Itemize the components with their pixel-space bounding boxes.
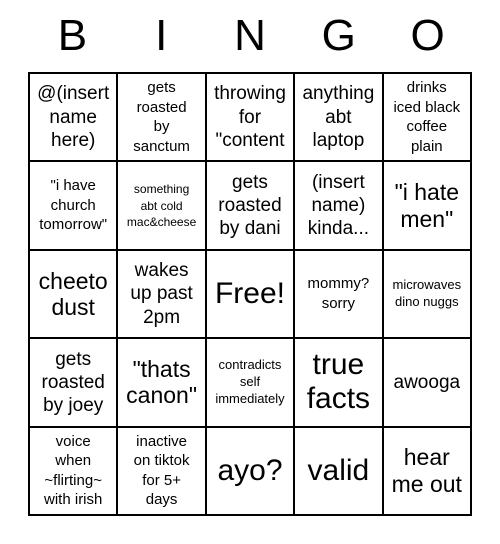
bingo-cell-r4-c2[interactable] [207, 428, 295, 516]
bingo-cell-text: ayo? [217, 453, 283, 487]
bingo-cell-r4-c0[interactable] [30, 428, 118, 516]
bingo-cell-text: gets roasted by dani [218, 171, 282, 240]
bingo-cell-text: @(insert name here) [37, 83, 110, 151]
bingo-cell-r3-c2[interactable] [207, 339, 295, 427]
bingo-cell-r1-c4[interactable] [384, 162, 472, 250]
bingo-cell-text: drinks iced black coffee plain [393, 79, 461, 155]
bingo-cell-r1-c0[interactable] [30, 162, 118, 250]
bingo-cell-text: Free! [214, 276, 285, 310]
bingo-cell-r2-c0[interactable] [30, 251, 118, 339]
header-letter-b: B [57, 11, 88, 60]
bingo-cell-r2-c3[interactable] [295, 251, 383, 339]
bingo-cell-r4-c3[interactable] [295, 428, 383, 516]
bingo-cell-r4-c1[interactable] [118, 428, 206, 516]
bingo-cell-text: "i hate men" [394, 179, 460, 232]
bingo-cell-r1-c2[interactable] [207, 162, 295, 250]
bingo-cell-text: hear me out [391, 444, 462, 497]
bingo-cell-text: mommy? sorry [307, 275, 370, 312]
header-letter-o: O [410, 11, 445, 60]
bingo-cell-text: microwaves dino nuggs [392, 277, 462, 309]
bingo-cell-r3-c3[interactable] [295, 339, 383, 427]
bingo-cell-r0-c4[interactable] [384, 74, 472, 162]
bingo-cell-text: "i have church tomorrow" [39, 177, 108, 234]
bingo-cell-r3-c1[interactable] [118, 339, 206, 427]
header-letter-g: G [321, 11, 356, 60]
bingo-cell-r2-c1[interactable] [118, 251, 206, 339]
bingo-cell-text: gets roasted by sanctum [133, 79, 190, 155]
bingo-cell-r2-c2-free[interactable] [207, 251, 295, 339]
bingo-cell-text: throwing for "content [214, 83, 286, 151]
bingo-cell-text: wakes up past 2pm [130, 260, 193, 328]
bingo-cell-text: "thats canon" [126, 355, 198, 409]
bingo-cell-text: voice when ~flirting~ with irish [44, 432, 103, 509]
bingo-cell-r1-c3[interactable] [295, 162, 383, 250]
bingo-cell-r1-c1[interactable] [118, 162, 206, 250]
bingo-cell-r2-c4[interactable] [384, 251, 472, 339]
bingo-cell-text: (insert name) kinda... [307, 171, 370, 240]
bingo-cell-text: true facts [306, 347, 371, 416]
bingo-cell-text: awooga [393, 371, 461, 393]
bingo-cell-r0-c0[interactable] [30, 74, 118, 162]
bingo-cell-r3-c4[interactable] [384, 339, 472, 427]
header-letter-i: I [155, 11, 168, 60]
bingo-cell-r4-c4[interactable] [384, 428, 472, 516]
bingo-cell-text: gets roasted by joey [41, 348, 105, 416]
bingo-cell-text: something abt cold mac&cheese [126, 182, 197, 229]
bingo-cell-text: valid [307, 453, 370, 487]
bingo-cell-r0-c3[interactable] [295, 74, 383, 162]
bingo-header [28, 0, 472, 72]
bingo-cell-text: cheeto dust [38, 267, 108, 320]
bingo-cell-r0-c2[interactable] [207, 74, 295, 162]
bingo-cell-text: inactive on tiktok for 5+ days [133, 432, 190, 509]
bingo-cell-r3-c0[interactable] [30, 339, 118, 427]
bingo-cell-text: contradicts self immediately [215, 357, 285, 406]
bingo-cell-text: anything abt laptop [302, 83, 375, 151]
header-letter-n: N [234, 11, 266, 60]
bingo-cell-r0-c1[interactable] [118, 74, 206, 162]
bingo-board [28, 72, 472, 516]
